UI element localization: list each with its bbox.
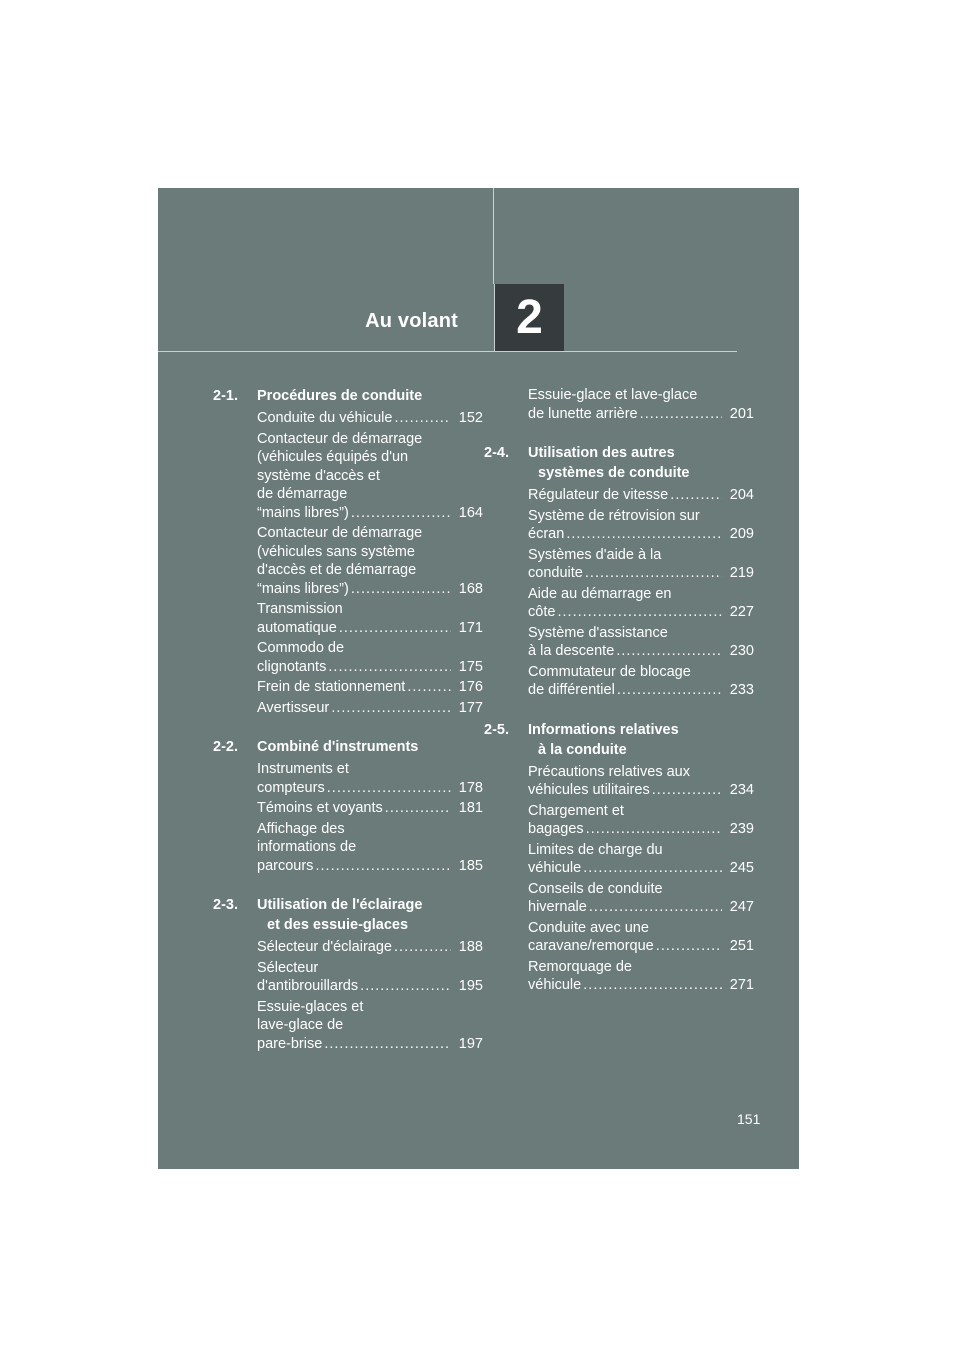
toc-right-column [484, 386, 754, 1015]
entry-text-line: Contacteur de démarrage [257, 430, 423, 447]
toc-entry[interactable] [213, 699, 483, 718]
toc-section [484, 386, 754, 423]
dot-leader [394, 409, 451, 428]
entry-page-number: 185 [458, 857, 483, 874]
section-number: 2-1. [213, 388, 238, 404]
entry-text-line: de différentiel [528, 682, 615, 698]
toc-entry[interactable] [213, 600, 483, 637]
toc-entry[interactable] [213, 409, 483, 428]
section-title: Combiné d'instruments [257, 739, 419, 755]
entry-page-number: 178 [458, 779, 483, 796]
entry-page-number: 175 [458, 658, 483, 675]
section-title: Informations relatives à la conduite [528, 721, 679, 758]
entry-page-number: 171 [458, 619, 483, 636]
section-heading [484, 720, 754, 760]
entry-text-line: bagages [528, 821, 584, 837]
dot-leader [585, 564, 722, 583]
entry-text-line: caravane/remorque [528, 938, 654, 954]
dot-leader [351, 504, 451, 523]
entry-text-line: de démarrage [257, 486, 348, 502]
entry-text-line: Système d'assistance [528, 624, 668, 641]
entry-page-number: 234 [729, 782, 754, 798]
dot-leader [670, 486, 722, 505]
entry-page-number: 201 [729, 405, 754, 422]
entry-text-line: Affichage des [257, 820, 345, 837]
section-heading [213, 895, 483, 935]
toc-entry[interactable] [484, 546, 754, 583]
toc-section [213, 737, 483, 875]
dot-leader [656, 937, 722, 956]
entry-page-number: 204 [729, 487, 754, 503]
entry-text-line: Essuie-glaces et [257, 998, 364, 1015]
dot-leader [324, 1035, 451, 1054]
toc-entry[interactable] [484, 386, 754, 423]
entry-text-line: compteurs [257, 779, 325, 796]
dot-leader [583, 859, 722, 878]
dot-leader [385, 799, 451, 818]
entry-page-number: 251 [729, 938, 754, 954]
dot-leader [360, 977, 451, 996]
entry-text-line: Témoins et voyants [257, 800, 383, 816]
toc-entry[interactable] [213, 938, 483, 957]
toc-entry[interactable] [484, 802, 754, 839]
entry-text-line: clignotants [257, 658, 327, 675]
chapter-title: Au volant [365, 310, 458, 332]
toc-entry[interactable] [484, 507, 754, 544]
entry-text-line: informations de [257, 839, 357, 855]
toc-section [484, 443, 754, 700]
section-number: 2-3. [213, 897, 238, 913]
entry-text-line: pare-brise [257, 1035, 323, 1052]
toc-entry[interactable] [213, 678, 483, 697]
toc-entry[interactable] [213, 799, 483, 818]
entry-text-line: Sélecteur d'éclairage [257, 939, 392, 955]
entry-text-line: écran [528, 526, 565, 542]
toc-entry[interactable] [484, 763, 754, 800]
entry-page-number: 233 [729, 682, 754, 698]
dot-leader [315, 857, 451, 876]
dot-leader [589, 898, 722, 917]
entry-page-number: 219 [729, 565, 754, 581]
entry-text-line: parcours [257, 857, 314, 874]
dot-leader [617, 681, 722, 700]
entry-page-number: 271 [729, 977, 754, 993]
toc-entry[interactable] [213, 820, 483, 876]
entry-text-line: Avertisseur [257, 699, 330, 716]
entry-text-line: Conseils de conduite [528, 880, 663, 897]
entry-text-line: automatique [257, 619, 337, 636]
entry-text-line: Chargement et [528, 802, 624, 819]
entry-page-number: 245 [729, 860, 754, 876]
dot-leader [394, 938, 451, 957]
toc-entry[interactable] [484, 624, 754, 661]
entry-text-line: Essuie-glace et lave-glace [528, 387, 698, 403]
header-divider-horizontal [158, 351, 737, 352]
entry-text-line: d'antibrouillards [257, 978, 359, 994]
entry-text-line: Frein de stationnement [257, 679, 406, 695]
entry-page-number: 177 [458, 699, 483, 716]
entry-page-number: 230 [729, 643, 754, 659]
entry-text-line: Sélecteur [257, 959, 319, 976]
toc-entry[interactable] [213, 639, 483, 676]
entry-text-line: Commutateur de blocage [528, 663, 691, 680]
entry-text-line: à la descente [528, 643, 615, 659]
page-number: 151 [737, 1111, 761, 1127]
entry-page-number: 247 [729, 899, 754, 915]
entry-text-line: “mains libres”) [257, 504, 349, 521]
dot-leader [652, 781, 722, 800]
section-heading [213, 386, 483, 406]
chapter-number-tab: 2 [494, 284, 564, 351]
entry-page-number: 176 [458, 679, 483, 695]
entry-text-line: hivernale [528, 899, 587, 915]
toc-entry[interactable] [213, 430, 483, 523]
entry-text-line: Régulateur de vitesse [528, 487, 669, 503]
toc-entry[interactable] [484, 880, 754, 917]
entry-text-line: (véhicules équipés d'un [257, 449, 409, 465]
dot-leader [407, 678, 451, 697]
entry-text-line: Conduite du véhicule [257, 410, 393, 426]
entry-page-number: 164 [458, 504, 483, 521]
entry-text-line: Commodo de [257, 640, 345, 656]
entry-text-line: Instruments et [257, 761, 349, 777]
entry-text-line: (véhicules sans système [257, 543, 415, 560]
entry-text-line: de lunette arrière [528, 405, 638, 422]
entry-text-line: Précautions relatives aux [528, 763, 690, 780]
entry-text-line: véhicules utilitaires [528, 782, 650, 798]
toc-entry[interactable] [484, 841, 754, 878]
dot-leader [331, 699, 451, 718]
entry-page-number: 195 [458, 978, 483, 994]
entry-text-line: Contacteur de démarrage [257, 525, 423, 541]
section-title: Utilisation de l'éclairage et des essuie-glaces [257, 897, 423, 933]
entry-text-line: véhicule [528, 860, 582, 876]
entry-text-line: Système de rétrovision sur [528, 507, 700, 524]
entry-text-line: Systèmes d'aide à la [528, 546, 662, 563]
entry-page-number: 197 [458, 1035, 483, 1052]
section-heading [213, 737, 483, 757]
section-title: Procédures de conduite [257, 388, 423, 404]
entry-page-number: 152 [458, 410, 483, 426]
section-number: 2-2. [213, 739, 238, 755]
toc-entry[interactable] [484, 585, 754, 622]
entry-text-line: Aide au démarrage en [528, 585, 672, 602]
toc-entry[interactable] [213, 760, 483, 797]
entry-text-line: Conduite avec une [528, 919, 649, 936]
entry-text-line: Limites de charge du [528, 841, 663, 858]
dot-leader [616, 642, 722, 661]
entry-page-number: 168 [458, 580, 483, 597]
entry-page-number: 209 [729, 526, 754, 542]
entry-page-number: 239 [729, 821, 754, 837]
entry-text-line: véhicule [528, 977, 582, 993]
toc-section [484, 720, 754, 995]
header-divider-vertical [493, 188, 494, 284]
dot-leader [327, 779, 451, 798]
entry-text-line: lave-glace de [257, 1017, 344, 1033]
toc-section [213, 895, 483, 1053]
toc-entry[interactable] [213, 524, 483, 598]
dot-leader [566, 525, 722, 544]
entry-text-line: conduite [528, 565, 583, 581]
toc-entry[interactable] [213, 959, 483, 996]
entry-text-line: système d'accès et [257, 467, 380, 484]
entry-page-number: 188 [458, 939, 483, 955]
section-number: 2-4. [484, 445, 509, 461]
section-title: Utilisation des autres systèmes de conduite [528, 445, 690, 481]
toc-section [213, 386, 483, 717]
entry-page-number: 227 [729, 604, 754, 620]
toc-entry[interactable] [484, 663, 754, 700]
entry-text-line: côte [528, 604, 556, 620]
entry-text-line: d'accès et de démarrage [257, 562, 417, 578]
dot-leader [339, 619, 451, 638]
entry-text-line: Transmission [257, 601, 343, 617]
dot-leader [328, 658, 451, 677]
dot-leader [583, 976, 722, 995]
toc-entry[interactable] [484, 919, 754, 956]
toc-entry[interactable] [484, 958, 754, 995]
toc-left-column [213, 386, 483, 1073]
dot-leader [586, 820, 722, 839]
section-number: 2-5. [484, 721, 509, 738]
toc-entry[interactable] [213, 998, 483, 1054]
entry-text-line: “mains libres”) [257, 580, 349, 597]
dot-leader [640, 405, 722, 424]
dot-leader [557, 603, 722, 622]
entry-page-number: 181 [458, 800, 483, 816]
dot-leader [351, 580, 451, 599]
toc-entry[interactable] [484, 486, 754, 505]
section-heading [484, 443, 754, 483]
entry-text-line: Remorquage de [528, 958, 632, 975]
